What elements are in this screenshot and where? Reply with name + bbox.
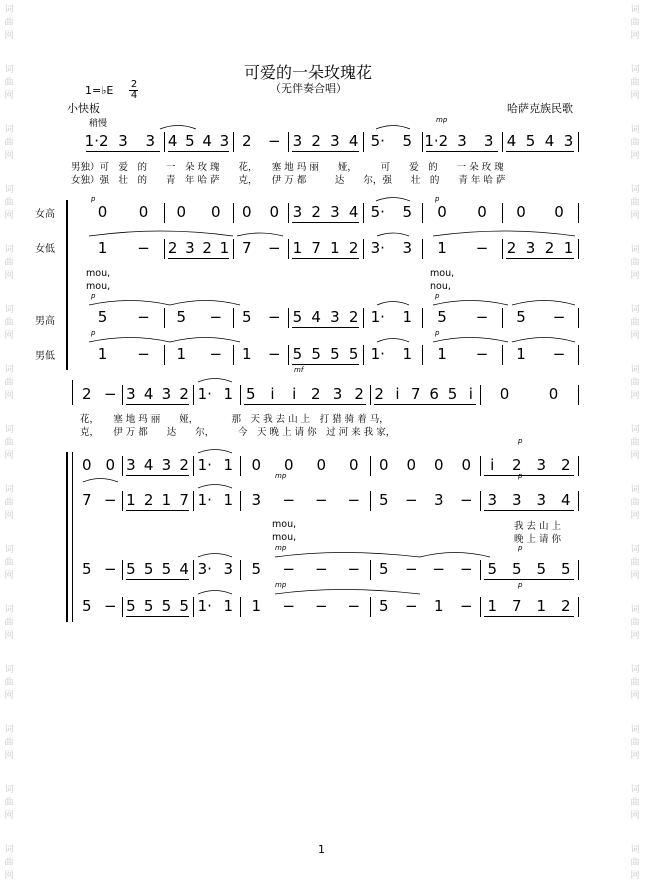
note: 1 (97, 239, 108, 257)
note: − (404, 491, 418, 509)
note: 1· (197, 385, 212, 403)
note: 3 (433, 491, 444, 509)
note: 0 (241, 203, 252, 221)
watermark-glyphs: 词 曲 网 (4, 485, 14, 521)
note: 0 (176, 203, 187, 221)
note: 0 (433, 456, 444, 474)
note: 2 (374, 385, 384, 403)
note: 7 (311, 239, 321, 257)
note: − (404, 560, 418, 578)
note: i (490, 456, 495, 474)
note: − (282, 491, 296, 509)
note: − (103, 385, 117, 403)
note: − (314, 491, 328, 509)
note: 3 (219, 132, 230, 150)
note: 2 (167, 239, 178, 257)
note: 5 (311, 345, 321, 363)
lyric-line-male-2: 花， 塞 地 玛 丽 娅， 那 天 我 去 山 上 打 猎 骑 着 马， (80, 414, 389, 425)
note: − (347, 597, 361, 615)
note: 5 (378, 597, 389, 615)
note: 2 (143, 491, 154, 509)
note: 5 (126, 560, 136, 578)
note: 0 (378, 456, 389, 474)
note: 0 (348, 456, 359, 474)
note: 5 (241, 308, 252, 326)
note: 3· (370, 239, 385, 257)
note: 1 (402, 345, 413, 363)
song-title: 可爱的一朵玫瑰花 (244, 63, 373, 82)
part-label-tenor: 男高 (35, 316, 55, 327)
tenor-lyric-nou: nou, (430, 281, 451, 292)
note: 2 (311, 203, 321, 221)
note: i (292, 385, 297, 403)
note: 5· (370, 203, 385, 221)
alto-lyric-mou: mou, (430, 268, 455, 279)
watermark-glyphs: 词 曲 网 (630, 185, 640, 221)
note: 7 (511, 597, 522, 615)
watermark-glyphs: 词 曲 网 (4, 65, 14, 101)
alto-lyric-words: 我 去 山 上 (514, 521, 562, 532)
note: 5 (161, 560, 172, 578)
lyric-line-female-2: 克， 伊 万 都 达 尔， 今 天 晚 上 请 你 过 河 来 我 家， (80, 427, 396, 438)
note: 7 (81, 491, 92, 509)
note: − (347, 491, 361, 509)
note: 1 (437, 345, 447, 363)
note: 5 (487, 560, 498, 578)
note: 5 (126, 597, 136, 615)
note: − (432, 560, 446, 578)
note: 0 (210, 203, 221, 221)
dynamic-mp: mp (275, 472, 287, 480)
note: 1 (292, 239, 303, 257)
note: 1 (223, 597, 234, 615)
dynamic-p: p (91, 329, 96, 337)
note: 1 (487, 597, 498, 615)
watermark-glyphs: 词 曲 网 (630, 725, 640, 761)
tenor-lyric-mou: mou, (272, 532, 297, 543)
watermark-glyphs: 词 曲 网 (630, 485, 640, 521)
note: 5 (179, 597, 189, 615)
note: 1· (197, 491, 212, 509)
note: 1 (161, 491, 172, 509)
note: 3 (457, 132, 467, 150)
note: 3 (161, 385, 172, 403)
note: 5 (525, 132, 536, 150)
note: 3 (292, 132, 303, 150)
watermark-glyphs: 词 曲 网 (4, 665, 14, 701)
dynamic-p: p (518, 437, 523, 445)
note: 1· (197, 456, 212, 474)
note: 3 (161, 456, 172, 474)
note: 0 (105, 456, 116, 474)
watermark-glyphs: 词 曲 网 (630, 305, 640, 341)
watermark-glyphs: 词 曲 网 (630, 365, 640, 401)
note: 3 (525, 239, 536, 257)
note: 5· (370, 132, 385, 150)
note: 7 (241, 239, 252, 257)
note: 3· (197, 560, 212, 578)
note: 1·2 (424, 132, 449, 150)
note: 1 (563, 239, 574, 257)
watermark-glyphs: 词 曲 网 (4, 545, 14, 581)
note: 1 (251, 597, 262, 615)
note: 2 (560, 597, 571, 615)
note: 2 (179, 456, 189, 474)
note: 4 (179, 560, 189, 578)
tenor-lyric-mou: mou, (86, 281, 111, 292)
note: 2 (511, 456, 522, 474)
note: 1 (516, 345, 526, 363)
note: 2 (81, 385, 92, 403)
note: 0 (138, 203, 149, 221)
note: − (267, 239, 281, 257)
note: 0 (283, 456, 294, 474)
note: 3 (536, 491, 547, 509)
note: 0 (97, 203, 108, 221)
note: − (459, 491, 473, 509)
note: 2 (354, 385, 364, 403)
note: 1· (197, 597, 212, 615)
tempo-sub-marking: 稍慢 (89, 119, 108, 129)
note: − (459, 597, 473, 615)
dynamic-p: p (91, 292, 96, 300)
note: 4 (560, 491, 571, 509)
note: 5 (402, 203, 413, 221)
note: − (475, 239, 489, 257)
note: 1 (437, 239, 447, 257)
note: 3 (126, 456, 136, 474)
tempo-marking: 小快板 (67, 102, 100, 115)
note: 1· (370, 345, 385, 363)
note: 3 (330, 203, 340, 221)
dynamic-mp: mp (436, 116, 448, 124)
note: 4 (544, 132, 555, 150)
note: − (552, 308, 566, 326)
note: 5 (143, 597, 154, 615)
note: − (103, 560, 117, 578)
note: − (103, 491, 117, 509)
note: 5 (251, 560, 262, 578)
note: 3 (330, 132, 340, 150)
dynamic-mp: mp (275, 544, 287, 552)
note: 5 (176, 308, 187, 326)
note: 0 (251, 456, 262, 474)
note: 3 (223, 560, 234, 578)
part-label-alto: 女低 (35, 244, 55, 255)
note: − (209, 308, 223, 326)
note: 2 (506, 239, 517, 257)
note: 0 (81, 456, 92, 474)
note: 2 (311, 132, 321, 150)
note: − (404, 597, 418, 615)
note: 3 (118, 132, 128, 150)
note: 0 (269, 203, 280, 221)
note: 5 (185, 132, 195, 150)
watermark-glyphs: 词 曲 网 (630, 665, 640, 701)
watermark-glyphs: 词 曲 网 (4, 425, 14, 461)
watermark-glyphs: 词 曲 网 (4, 245, 14, 281)
note: 3 (563, 132, 574, 150)
note: 1 (176, 345, 187, 363)
watermark-glyphs: 词 曲 网 (4, 725, 14, 761)
part-label-bass: 男低 (35, 351, 55, 362)
note: 3 (251, 491, 262, 509)
note: 1 (223, 491, 234, 509)
note: − (314, 597, 328, 615)
note: 5 (560, 560, 571, 578)
note: − (552, 345, 566, 363)
note: 1 (223, 456, 234, 474)
note: 5 (81, 597, 92, 615)
note: 2 (311, 385, 321, 403)
note: 4 (143, 456, 154, 474)
note: 4 (143, 385, 154, 403)
note: 0 (406, 456, 417, 474)
note: 4 (348, 132, 359, 150)
key-signature: 1=♭E (85, 84, 114, 97)
lyric-line-female: 女独）强 壮 的 青 年 哈 萨 克， 伊 万 都 达 尔，强 壮 的 青 年 哈 萨 (71, 175, 506, 186)
watermark-glyphs: 词 曲 网 (4, 785, 14, 821)
note: − (282, 597, 296, 615)
watermark-glyphs: 词 曲 网 (4, 845, 14, 881)
dynamic-p: p (435, 195, 440, 203)
note: − (267, 345, 281, 363)
note: 0 (554, 203, 564, 221)
watermark-glyphs: 词 曲 网 (630, 5, 640, 41)
note: 5 (536, 560, 547, 578)
watermark-glyphs: 词 曲 网 (4, 605, 14, 641)
note: 7 (179, 491, 189, 509)
note: 5 (511, 560, 522, 578)
note: 5 (292, 308, 303, 326)
page-number: 1 (318, 843, 325, 856)
note: 4 (348, 203, 359, 221)
watermark-glyphs: 词 曲 网 (4, 125, 14, 161)
dynamic-p: p (518, 544, 523, 552)
note: 0 (516, 203, 526, 221)
note: 2 (348, 239, 359, 257)
alto-lyric-mou: mou, (272, 519, 297, 530)
note: 1 (223, 385, 234, 403)
note: 7 (411, 385, 421, 403)
note: − (347, 560, 361, 578)
song-subtitle: （无伴奏合唱） (270, 82, 347, 95)
note: 3 (145, 132, 156, 150)
dynamic-mp: mp (275, 581, 287, 589)
watermark-glyphs: 词 曲 网 (630, 125, 640, 161)
note: 1 (433, 597, 444, 615)
watermark-glyphs: 词 曲 网 (630, 785, 640, 821)
note: 1 (126, 491, 136, 509)
note: 5 (437, 308, 447, 326)
note: 2 (202, 239, 212, 257)
note: 0 (548, 385, 559, 403)
watermark-glyphs: 词 曲 网 (4, 305, 14, 341)
attribution: 哈萨克族民歌 (507, 102, 573, 115)
note: − (267, 308, 281, 326)
note: − (137, 308, 150, 326)
note: 3 (185, 239, 195, 257)
note: 5 (81, 560, 92, 578)
note: 5 (348, 345, 359, 363)
note: 5 (447, 385, 458, 403)
note: 4 (506, 132, 517, 150)
note: 5 (161, 597, 172, 615)
note: 3 (402, 239, 413, 257)
part-label-soprano: 女高 (35, 209, 55, 220)
note: 5 (292, 345, 303, 363)
watermark-glyphs: 词 曲 网 (4, 5, 14, 41)
note: − (314, 560, 328, 578)
note: − (459, 560, 473, 578)
note: 5 (330, 345, 340, 363)
note: 5 (246, 385, 256, 403)
note: 2 (179, 385, 189, 403)
watermark-glyphs: 词 曲 网 (4, 365, 14, 401)
note: 4 (202, 132, 212, 150)
note: 5 (143, 560, 154, 578)
note: 0 (437, 203, 447, 221)
note: 5 (378, 560, 389, 578)
note: 1 (219, 239, 230, 257)
alto-lyric-mou: mou, (86, 268, 111, 279)
note: − (103, 597, 117, 615)
note: i (270, 385, 275, 403)
dynamic-p: p (518, 581, 523, 589)
note: 2 (241, 132, 252, 150)
note: 3 (330, 308, 340, 326)
lyric-line-male: 男独）可 爱 的 一 朵 玫 瑰 花， 塞 地 玛 丽 娅， 可 爱 的 一 朵 玫 瑰 (71, 162, 504, 173)
note: 1 (241, 345, 252, 363)
watermark-glyphs: 词 曲 网 (630, 245, 640, 281)
note: − (137, 345, 150, 363)
note: 1 (97, 345, 108, 363)
note: 0 (461, 456, 472, 474)
note: 2 (560, 456, 571, 474)
note: 5 (378, 491, 389, 509)
note: 3 (511, 491, 522, 509)
note: 2 (544, 239, 555, 257)
note: 6 (429, 385, 439, 403)
watermark-glyphs: 词 曲 网 (630, 605, 640, 641)
note: 3 (332, 385, 343, 403)
dynamic-p: p (435, 292, 440, 300)
note: 3 (292, 203, 303, 221)
note: − (209, 345, 223, 363)
note: i (468, 385, 473, 403)
note: 4 (311, 308, 321, 326)
note: 2 (348, 308, 359, 326)
note: 1 (536, 597, 547, 615)
note: − (282, 560, 296, 578)
note: 1·2 (84, 132, 109, 150)
watermark-glyphs: 词 曲 网 (630, 65, 640, 101)
note: 1· (370, 308, 385, 326)
note: i (395, 385, 400, 403)
note: 3 (126, 385, 136, 403)
note: 5 (97, 308, 108, 326)
note: 0 (499, 385, 510, 403)
time-signature-top: 2 (130, 79, 138, 90)
note: 1 (402, 308, 413, 326)
watermark-glyphs: 词 曲 网 (630, 425, 640, 461)
note: 5 (402, 132, 413, 150)
note: − (267, 132, 281, 150)
note: 3 (487, 491, 498, 509)
watermark-glyphs: 词 曲 网 (4, 185, 14, 221)
note: 5 (516, 308, 526, 326)
note: 1 (330, 239, 340, 257)
note: 4 (167, 132, 178, 150)
dynamic-mf: mf (294, 366, 304, 374)
note: 3 (536, 456, 547, 474)
note: − (475, 345, 489, 363)
note: − (475, 308, 489, 326)
dynamic-p: p (435, 329, 440, 337)
watermark-glyphs: 词 曲 网 (630, 545, 640, 581)
note: 0 (477, 203, 487, 221)
dynamic-p: p (91, 195, 96, 203)
tenor-lyric-words: 晚 上 请 你 (514, 534, 562, 545)
note: 3 (483, 132, 494, 150)
time-signature-bottom: 4 (130, 90, 138, 101)
watermark-glyphs: 词 曲 网 (630, 845, 640, 881)
dynamic-p: p (518, 472, 523, 480)
note: − (137, 239, 150, 257)
note: 0 (316, 456, 327, 474)
